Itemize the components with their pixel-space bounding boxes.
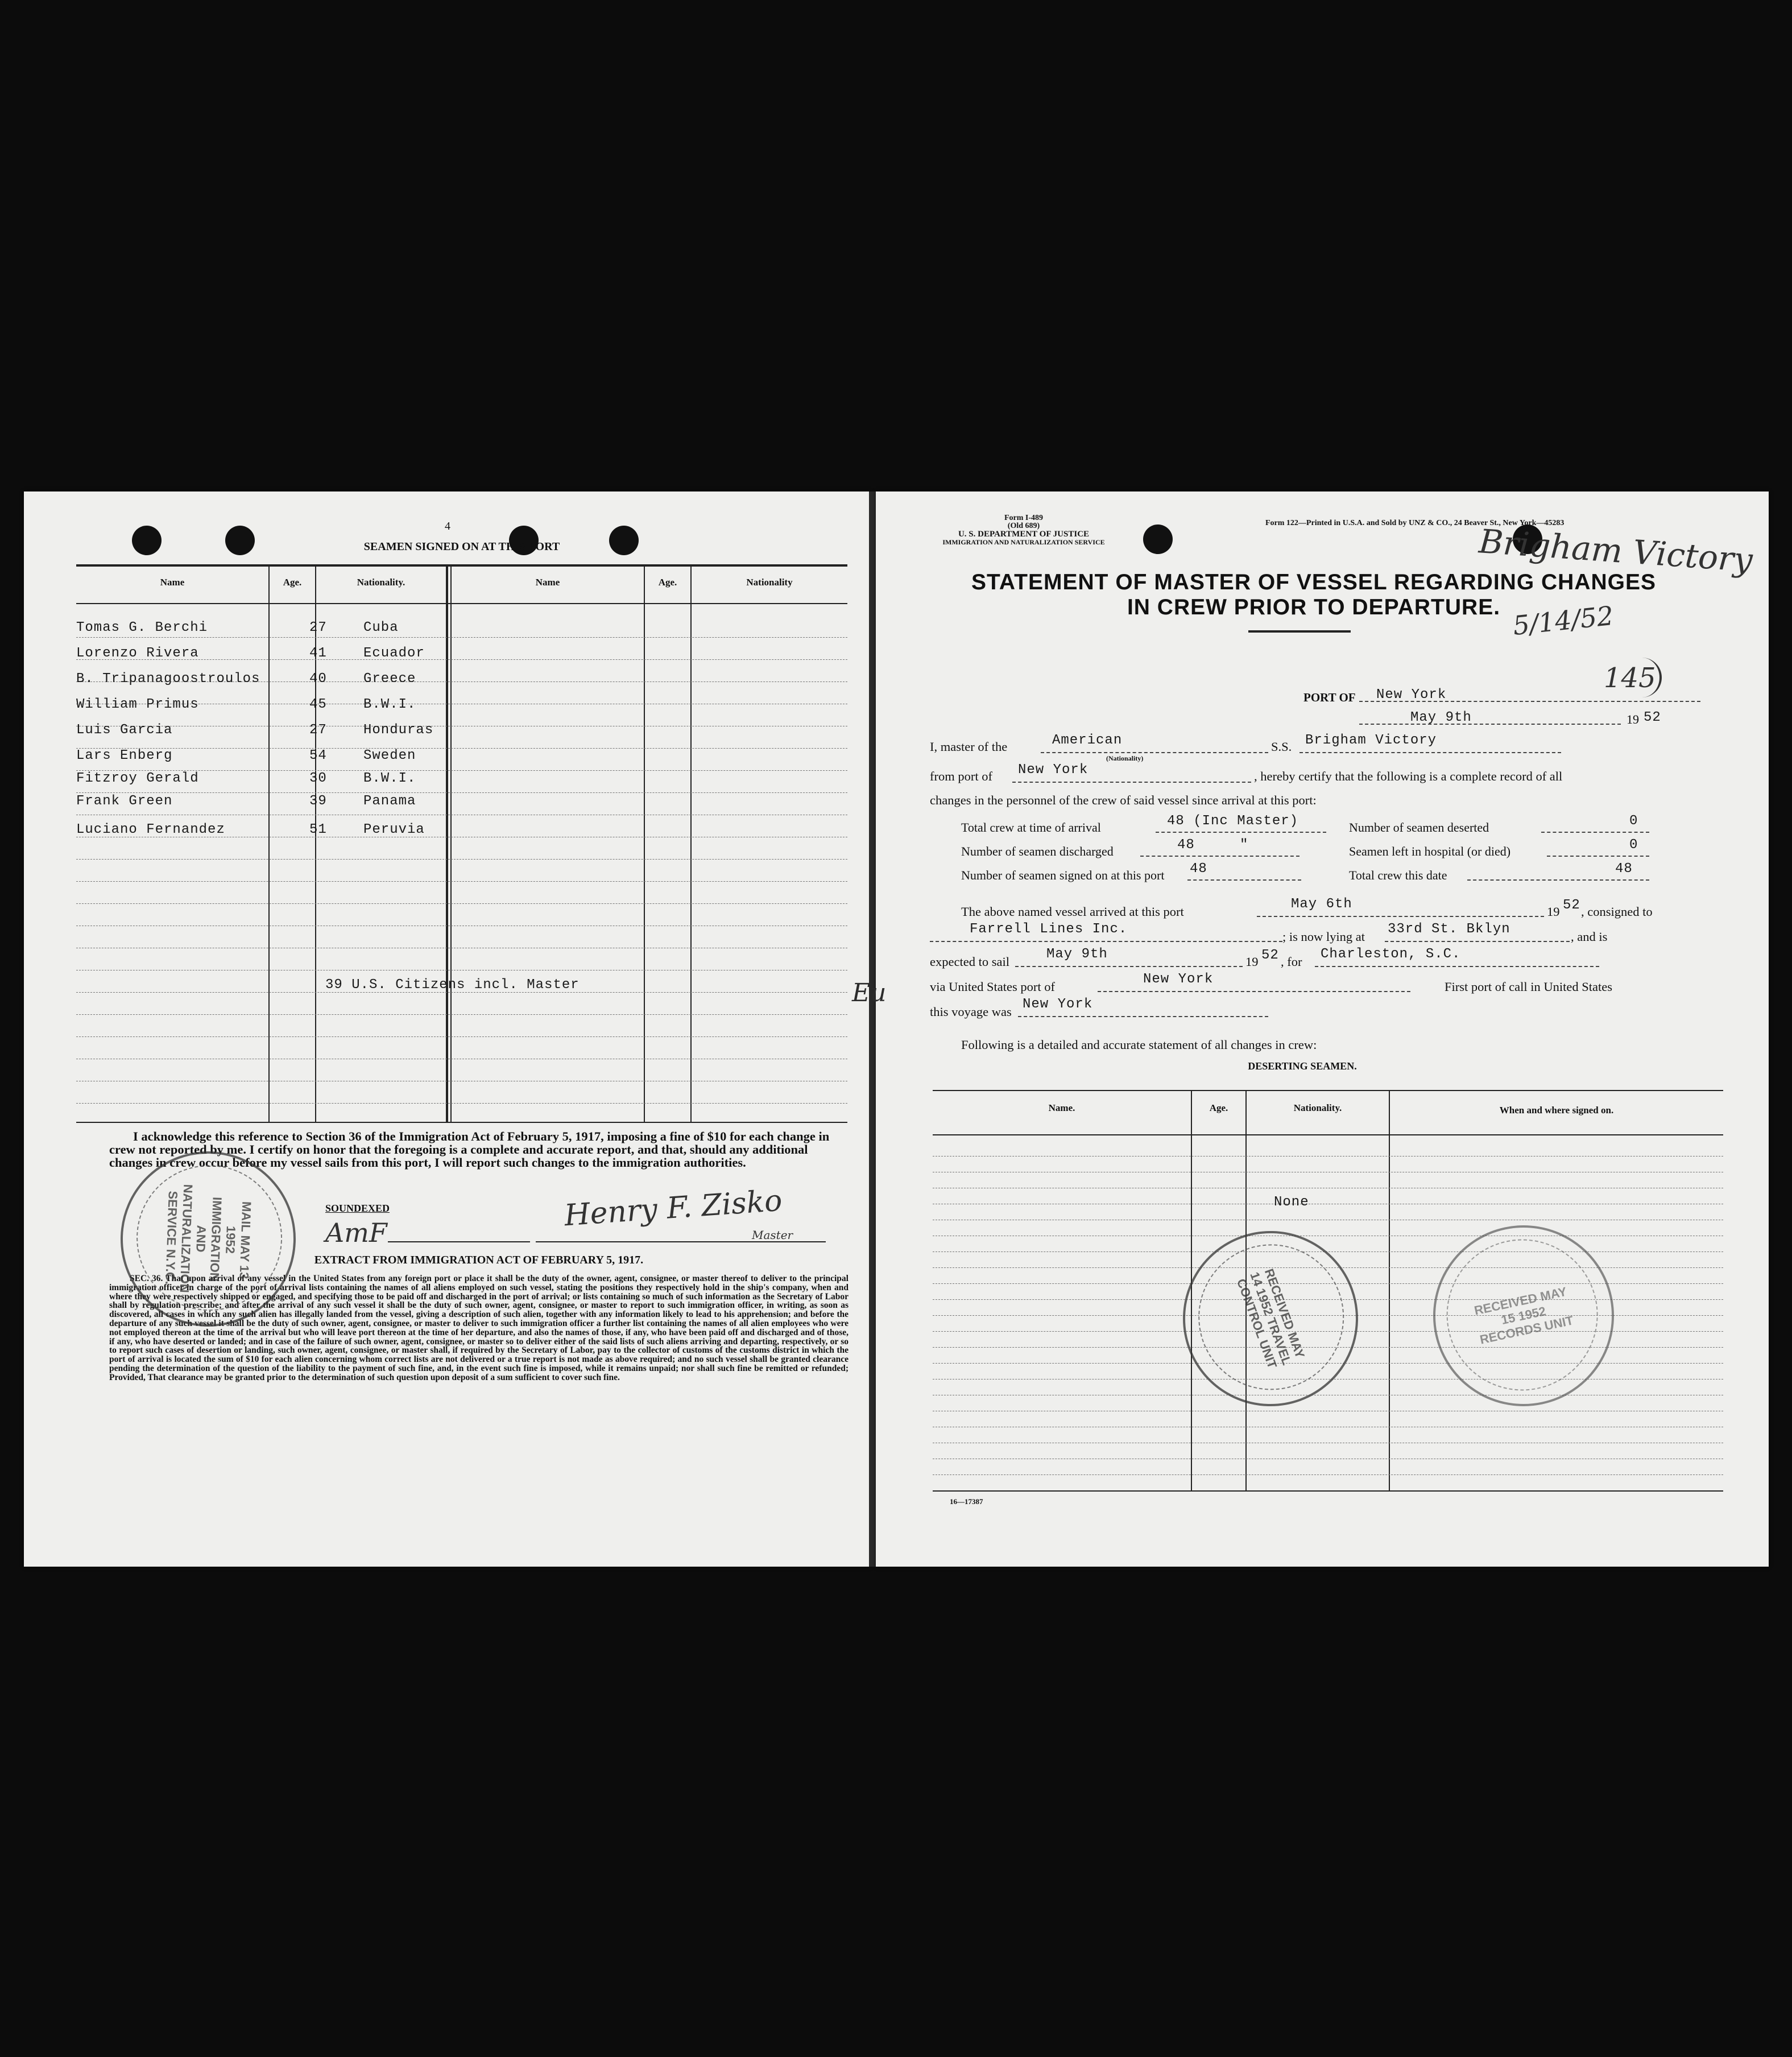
destination-value: Charleston, S.C. <box>1321 947 1461 962</box>
row-line <box>76 903 847 904</box>
department-name: U. S. DEPARTMENT OF JUSTICE <box>958 530 1090 539</box>
consignee-line <box>930 941 1282 942</box>
col-header-nationality: Nationality. <box>1293 1102 1342 1113</box>
form-old-number: (Old 689) <box>1007 522 1040 530</box>
hospital-label: Seamen left in hospital (or died) <box>1349 844 1511 858</box>
total-crew-date-label: Total crew this date <box>1349 868 1447 882</box>
extract-text: SEC. 36. That upon arrival of any vessel in the United States from any foreign port or place it shall be the duty of the owner, agent, consignee, or master thereof to deliver to the principal immigration officer in charge of the port of arrival lists containing the names of all aliens employed on such vessel, stating the positions they respectively hold in the ship's company, when and where they were respectively shipped or engaged, and specifying those to be paid off and discharged in the port of arrival; or lists containing so much of such information as the Secretary of Labor shall by regulation prescribe; and after the arrival of any such vessel it shall be the duty of such owner, agent, consignee, or master to report to such immigration officer, in writing, as soon as discovered, all cases in which any such alien has illegally landed from the vessel, giving a description of such alien, together with any information likely to lead to his apprehension; and before the departure of any such vessel it shall be the duty of such owner, agent, consignee, or master to deliver to such immigration officer a further list containing the names of all alien employees who were not employed thereon at the time of the arrival but who will leave port thereon at the time of her departure, and also the names of those, if any, who have been paid off and discharged and of those, if any, who have deserted or landed; and in case of the failure of such owner, agent, consignee, or master so to deliver either of the said lists of such aliens arriving and departing, respectively, or so to report such cases of desertion or landing, such owner, agent, consignee, or master shall, if required by the Secretary of Labor, pay to the collector of customs of the customs district in which the port of arrival is located the sum of $10 for each alien concerning whom correct lists are not delivered or a true report is not made as above required; and no such vessel shall be granted clearance pending the determination of the question of the liability to the payment of such fine, and, in the event such fine is imposed, while it remains unpaid; nor shall such fine be remitted or refunded; Provided, That clearance may be granted prior to the determination of such question upon deposit of a sum sufficient to cover such fine. <box>109 1274 849 1382</box>
seaman-nationality: Panama <box>363 794 416 809</box>
punch-hole <box>225 526 255 555</box>
col-header-signed-on: When and where signed on. <box>1499 1105 1614 1116</box>
from-port-line <box>1012 782 1251 783</box>
lying-line <box>1385 941 1570 942</box>
stamp-text: RECEIVED MAY 14 1952 TRAVEL CONTROL UNIT <box>1234 1266 1307 1370</box>
handwritten-file-number: 145 <box>1604 662 1656 694</box>
margin-note: Eu <box>852 978 887 1007</box>
stamp-text: RECEIVED MAY 15 1952 RECORDS UNIT <box>1472 1284 1575 1347</box>
row-line <box>76 792 847 793</box>
right-page <box>876 491 1769 1567</box>
and-is-label: , and is <box>1571 930 1608 944</box>
row-line <box>76 1103 847 1104</box>
col-divider <box>690 565 692 1123</box>
seaman-name: Lorenzo Rivera <box>76 646 199 661</box>
form-number-block <box>910 514 1137 546</box>
signed-on-label: Number of seamen signed on at this port <box>961 868 1165 882</box>
seaman-age: 41 <box>309 646 327 661</box>
from-port-label: from port of <box>930 769 992 783</box>
stamp-text: MAIL MAY 13 1952 IMMIGRATION AND NATURALIZATION SERVICE N.Y.C. <box>163 1184 254 1294</box>
row-line <box>76 881 847 882</box>
discharged-value: 48 <box>1177 837 1195 853</box>
row-line <box>76 1014 847 1015</box>
seaman-nationality: Peruvia <box>363 822 425 837</box>
seaman-nationality: Ecuador <box>363 646 425 661</box>
seaman-age: 39 <box>309 794 327 809</box>
signed-on-value: 48 <box>1190 861 1207 877</box>
col-header-name: Name <box>160 577 185 588</box>
col-divider <box>644 565 645 1123</box>
citizens-note: 39 U.S. Citizens incl. Master <box>325 977 580 993</box>
seaman-name: Tomas G. Berchi <box>76 620 208 635</box>
deserting-table-header-rule <box>933 1134 1723 1135</box>
signed-on-line <box>1187 879 1301 881</box>
expected-year: 52 <box>1261 948 1279 963</box>
col-divider <box>1389 1091 1390 1490</box>
master-of-label: I, master of the <box>930 740 1008 754</box>
master-label: Master <box>752 1228 793 1242</box>
voyage-label: this voyage was <box>930 1005 1012 1019</box>
deserting-table-top <box>933 1090 1723 1091</box>
discharged-ditto: " <box>1240 837 1249 853</box>
table-bottom-rule <box>76 1122 847 1123</box>
col-divider <box>450 565 452 1123</box>
date-line <box>1359 724 1621 725</box>
voyage-value: New York <box>1023 997 1093 1012</box>
arrived-line <box>1257 916 1544 917</box>
total-crew-arrival-line <box>1156 832 1326 833</box>
seaman-age: 45 <box>309 697 327 712</box>
via-line <box>1098 991 1410 992</box>
expected-label: expected to sail <box>930 955 1009 969</box>
handwritten-vessel-name: Brigham Victory <box>1478 522 1754 580</box>
title-underline <box>1248 630 1351 633</box>
footer-code: 16—17387 <box>950 1497 983 1506</box>
row-line <box>933 1474 1723 1475</box>
col-header-nationality-2: Nationality <box>746 577 793 588</box>
service-name: IMMIGRATION AND NATURALIZATION SERVICE <box>942 538 1105 546</box>
col-header-nationality: Nationality. <box>357 577 405 588</box>
vessel-name-line <box>1299 752 1561 753</box>
hospital-value: 0 <box>1629 837 1638 853</box>
seamen-signed-heading: SEAMEN SIGNED ON AT THIS PORT <box>363 540 560 553</box>
arrived-value: May 6th <box>1291 897 1352 912</box>
changes-text: changes in the personnel of the crew of said vessel since arrival at this port: <box>930 793 1317 807</box>
deserted-line <box>1541 832 1649 833</box>
seaman-age: 40 <box>309 671 327 687</box>
port-of-label: PORT OF <box>1303 691 1356 704</box>
seaman-name: William Primus <box>76 697 199 712</box>
punch-hole <box>132 526 162 555</box>
expected-line <box>1015 966 1243 967</box>
file-number-bracket <box>1597 658 1662 697</box>
soundexed-label: SOUNDEXED <box>325 1203 390 1214</box>
form-title-line2: IN CREW PRIOR TO DEPARTURE. <box>1127 595 1501 619</box>
seaman-age: 27 <box>309 620 327 635</box>
seaman-name: Luciano Fernandez <box>76 822 225 837</box>
col-header-name-2: Name <box>535 577 560 588</box>
col-header-age-2: Age. <box>658 577 677 588</box>
discharged-label: Number of seamen discharged <box>961 844 1114 858</box>
total-crew-date-line <box>1467 879 1649 881</box>
signature-line <box>388 1241 530 1242</box>
none-value: None <box>1274 1195 1309 1210</box>
hospital-line <box>1547 856 1649 857</box>
row-line <box>76 1036 847 1037</box>
seaman-nationality: Cuba <box>363 620 399 635</box>
seaman-name: Frank Green <box>76 794 173 809</box>
arrived-label: The above named vessel arrived at this port <box>961 904 1184 919</box>
records-unit-stamp <box>1416 1208 1630 1423</box>
consigned-label: , consigned to <box>1581 904 1653 919</box>
consignee-value: Farrell Lines Inc. <box>970 922 1128 937</box>
deserting-table-bottom <box>933 1490 1723 1492</box>
vessel-name-value: Brigham Victory <box>1305 733 1437 748</box>
arrived-year-prefix: 19 <box>1547 904 1560 919</box>
soundexed-initials: AmF <box>325 1217 387 1248</box>
row-line <box>76 859 847 860</box>
for-label: , for <box>1281 955 1302 969</box>
from-port-value: New York <box>1018 762 1089 778</box>
discharged-line <box>1140 856 1299 857</box>
punch-hole <box>1143 524 1173 554</box>
deserted-value: 0 <box>1629 813 1638 829</box>
voyage-line <box>1018 1016 1268 1017</box>
total-crew-arrival-label: Total crew at time of arrival <box>961 820 1101 835</box>
lying-value: 33rd St. Bklyn <box>1388 922 1510 937</box>
seaman-name: Lars Enberg <box>76 748 173 763</box>
acknowledgement-text: I acknowledge this reference to Section 36 of the Immigration Act of February 5, 1917, imposing a fine of $10 for each change in crew not reported by me. I certify on honor that the foregoing is a complete and accurate report, and that, should any additional changes in crew occur before my vessel sails from this port, I will report such changes to the immigration authorities. <box>109 1129 830 1170</box>
via-value: New York <box>1143 972 1214 987</box>
year-value: 52 <box>1644 710 1661 725</box>
seaman-nationality: B.W.I. <box>363 771 416 786</box>
printer-note: Form 122—Printed in U.S.A. and Sold by UNZ & CO., 24 Beaver St., New York—45283 <box>1265 519 1565 527</box>
seaman-age: 54 <box>309 748 327 763</box>
total-crew-date-value: 48 <box>1615 861 1633 877</box>
arrived-year: 52 <box>1563 898 1580 913</box>
seaman-nationality: Sweden <box>363 748 416 763</box>
deserted-label: Number of seamen deserted <box>1349 820 1489 835</box>
page-number: 4 <box>445 520 450 532</box>
date-value: May 9th <box>1410 710 1472 725</box>
table-header-rule <box>76 603 847 604</box>
left-page <box>24 491 871 1567</box>
col-divider <box>446 565 448 1123</box>
certify-text: , hereby certify that the following is a complete record of all <box>1254 769 1563 783</box>
total-crew-arrival-value: 48 (Inc Master) <box>1167 813 1299 829</box>
expected-value: May 9th <box>1046 947 1108 962</box>
form-number: Form I-489 <box>1004 514 1044 522</box>
nationality-line <box>1041 752 1268 753</box>
seaman-age: 27 <box>309 722 327 738</box>
destination-line <box>1315 966 1599 967</box>
table-top-rule <box>76 564 847 567</box>
col-header-age: Age. <box>283 577 302 588</box>
seaman-nationality: Honduras <box>363 722 434 738</box>
lying-label: ; is now lying at <box>1282 930 1365 944</box>
row-line <box>76 637 847 638</box>
handwritten-date: 5/14/52 <box>1511 600 1615 642</box>
master-signature: Henry F. Zisko <box>563 1183 784 1233</box>
col-header-name: Name. <box>1048 1102 1075 1113</box>
ss-label: S.S. <box>1271 740 1292 754</box>
col-header-age: Age. <box>1209 1102 1228 1113</box>
seaman-name: Fitzroy Gerald <box>76 771 199 786</box>
seaman-nationality: B.W.I. <box>363 697 416 712</box>
seaman-age: 30 <box>309 771 327 786</box>
seaman-age: 51 <box>309 822 327 837</box>
seaman-name: B. Tripanagoostroulos <box>76 671 260 687</box>
nationality-value: American <box>1052 733 1123 748</box>
following-text: Following is a detailed and accurate statement of all changes in crew: <box>961 1038 1317 1052</box>
deserting-heading: DESERTING SEAMEN. <box>1248 1060 1357 1072</box>
seaman-nationality: Greece <box>363 671 416 687</box>
row-line <box>76 748 847 749</box>
col-divider <box>268 565 270 1123</box>
year-prefix: 19 <box>1627 712 1639 726</box>
first-port-label: First port of call in United States <box>1445 980 1612 994</box>
extract-heading: EXTRACT FROM IMMIGRATION ACT OF FEBRUARY 5, 1917. <box>314 1254 644 1266</box>
expected-year-prefix: 19 <box>1245 955 1259 969</box>
seaman-name: Luis Garcia <box>76 722 173 738</box>
form-title-line1: STATEMENT OF MASTER OF VESSEL REGARDING CHANGES <box>971 570 1657 594</box>
nationality-caption: (Nationality) <box>1106 754 1144 762</box>
port-of-value: New York <box>1376 687 1447 703</box>
via-label: via United States port of <box>930 980 1055 994</box>
